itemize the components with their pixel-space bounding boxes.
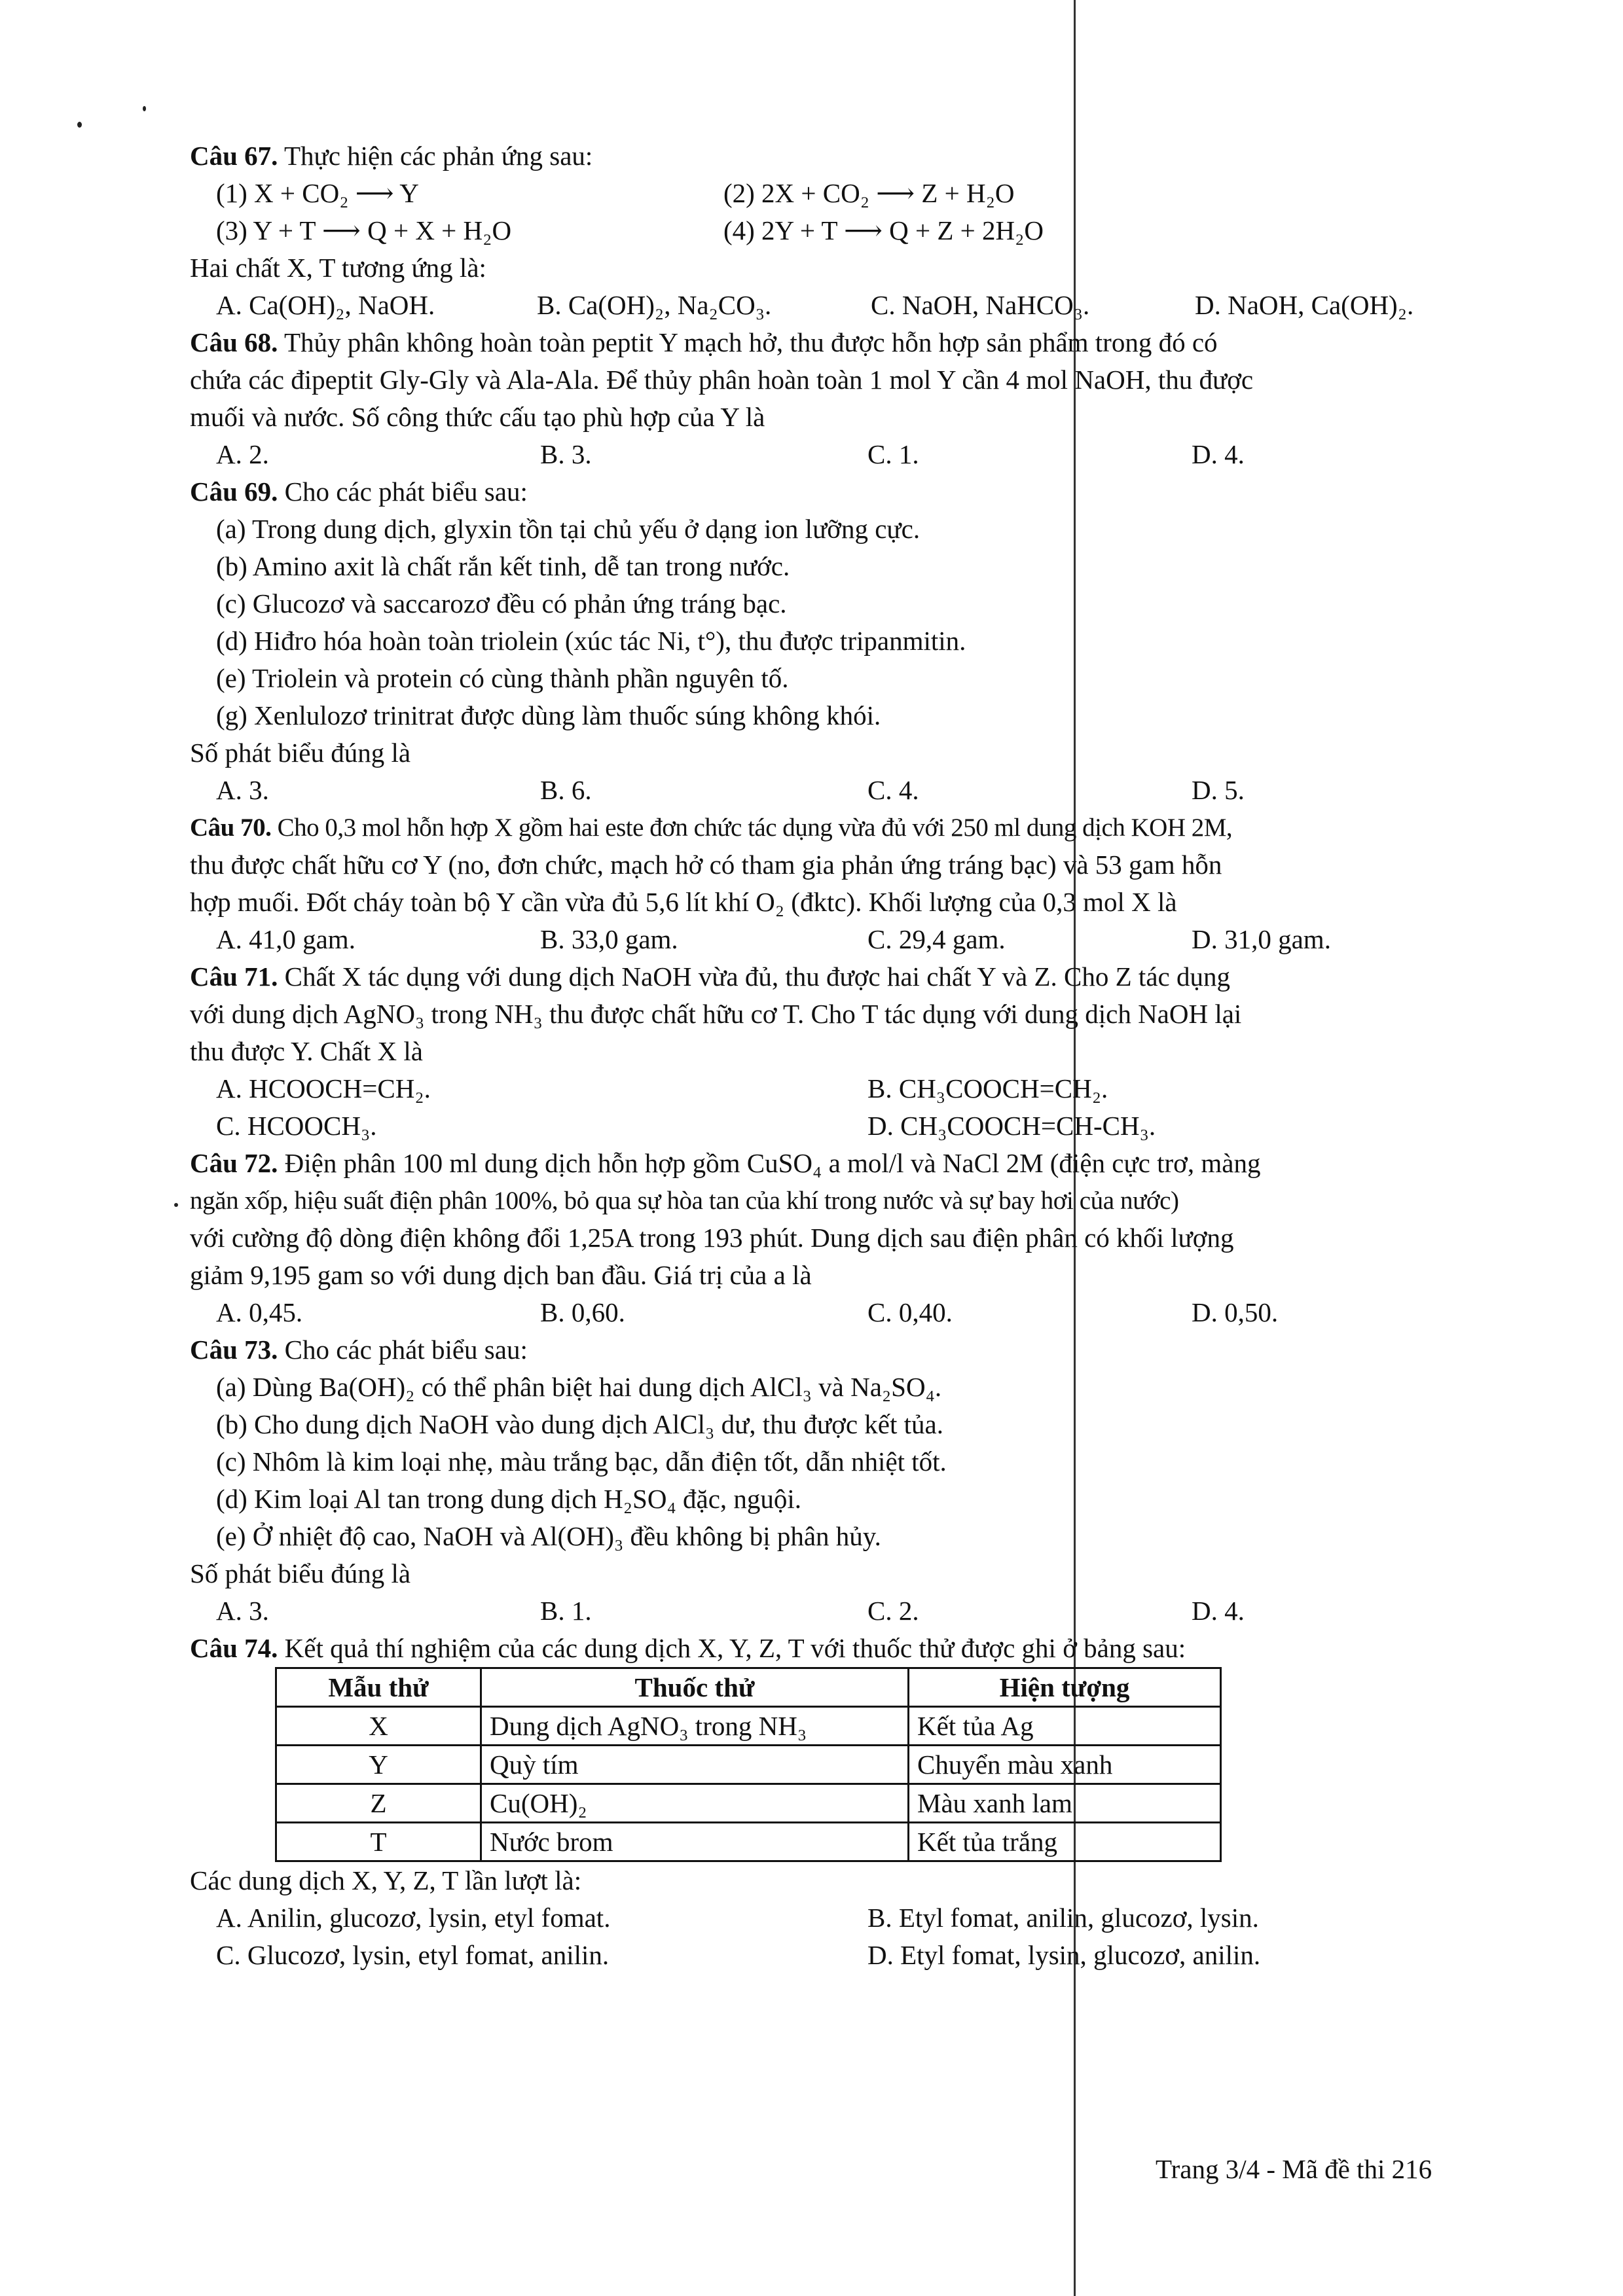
question-text: muối và nước. Số công thức cấu tạo phù hợp của Y là xyxy=(190,402,765,432)
answer-options xyxy=(190,772,1493,809)
question-text: với cường độ dòng điện không đổi 1,25A trong 193 phút. Dung dịch sau điện phân có khối lượng xyxy=(190,1223,1234,1253)
statement-c: (c) Nhôm là kim loại nhẹ, màu trắng bạc, dẫn điện tốt, dẫn nhiệt tốt. xyxy=(216,1446,947,1477)
statement-e: (e) Ở nhiệt độ cao, NaOH và Al(OH)₃ đều không bị phân hủy. xyxy=(216,1521,881,1551)
question-74: Câu 74. Kết quả thí nghiệm của các dung dịch X, Y, Z, T với thuốc thử được ghi ở bảng sau: xyxy=(190,1633,1186,1663)
cell-phenomenon: Chuyển màu xanh xyxy=(909,1746,1221,1784)
answer-options xyxy=(190,287,1493,324)
answer-options xyxy=(190,921,1493,958)
statement-c: (c) Glucozơ và saccarozơ đều có phản ứng tráng bạc. xyxy=(216,588,787,619)
option-d[interactable]: D. 5. xyxy=(1192,775,1245,805)
question-72: Câu 72. Điện phân 100 ml dung dịch hỗn hợp gồm CuSO₄ a mol/l và NaCl 2M (điện cực trơ, màng xyxy=(190,1148,1261,1178)
question-68: Câu 68. Thủy phân không hoàn toàn peptit Y mạch hở, thu được hỗn hợp sản phẩm trong đó có xyxy=(190,327,1218,357)
option-d[interactable]: D. 31,0 gam. xyxy=(1192,924,1331,954)
reaction-2: (2) 2X + CO₂ ⟶ Z + H₂O xyxy=(723,178,1015,208)
question-prompt: Hai chất X, T tương ứng là: xyxy=(190,253,486,283)
option-d[interactable]: D. 4. xyxy=(1192,439,1245,469)
header-phenomenon: Hiện tượng xyxy=(909,1668,1221,1707)
cell-sample: Y xyxy=(276,1746,481,1784)
question-text: thu được chất hữu cơ Y (no, đơn chức, mạch hở có tham gia phản ứng tráng bạc) và 53 gam hỗn xyxy=(190,850,1222,880)
option-a[interactable]: A. 2. xyxy=(216,439,269,469)
question-prompt: Số phát biểu đúng là xyxy=(190,1558,411,1588)
statement-d: (d) Hiđro hóa hoàn toàn triolein (xúc tác Ni, t°), thu được tripanmitin. xyxy=(216,626,966,656)
question-69: Câu 69. Cho các phát biểu sau: xyxy=(190,476,528,507)
option-b[interactable]: B. Etyl fomat, anilin, glucozơ, lysin. xyxy=(867,1903,1259,1933)
reaction-3: (3) Y + T ⟶ Q + X + H₂O xyxy=(216,215,512,245)
table-row xyxy=(276,1784,1221,1823)
question-prompt: Số phát biểu đúng là xyxy=(190,738,411,768)
header-sample: Mẫu thử xyxy=(276,1668,481,1707)
scan-speck xyxy=(143,106,146,111)
option-a[interactable]: A. Ca(OH)₂, NaOH. xyxy=(216,290,435,320)
cell-phenomenon: Kết tủa Ag xyxy=(909,1707,1221,1746)
option-b[interactable]: B. 0,60. xyxy=(540,1297,625,1327)
question-text: với dung dịch AgNO₃ trong NH₃ thu được chất hữu cơ T. Cho T tác dụng với dung dịch NaOH lại xyxy=(190,999,1242,1029)
scan-speck xyxy=(174,1203,178,1207)
question-text: giảm 9,195 gam so với dung dịch ban đầu. Giá trị của a là xyxy=(190,1260,812,1290)
header-reagent: Thuốc thử xyxy=(481,1668,909,1707)
reaction-4: (4) 2Y + T ⟶ Q + Z + 2H₂O xyxy=(723,215,1044,245)
statement-b: (b) Cho dung dịch NaOH vào dung dịch AlCl₃ dư, thu được kết tủa. xyxy=(216,1409,943,1439)
cell-reagent: Dung dịch AgNO₃ trong NH₃ xyxy=(481,1707,909,1746)
exam-page xyxy=(190,137,1493,1974)
option-b[interactable]: B. 6. xyxy=(540,775,592,805)
table-row xyxy=(276,1707,1221,1746)
question-71: Câu 71. Chất X tác dụng với dung dịch NaOH vừa đủ, thu được hai chất Y và Z. Cho Z tác dụng xyxy=(190,961,1230,992)
cell-sample: Z xyxy=(276,1784,481,1823)
option-a[interactable]: A. 3. xyxy=(216,1596,269,1626)
question-text: thu được Y. Chất X là xyxy=(190,1036,423,1066)
answer-options xyxy=(190,1592,1493,1630)
reaction-row xyxy=(190,175,1493,212)
option-d[interactable]: D. CH₃COOCH=CH-CH₃. xyxy=(867,1111,1156,1141)
reaction-1: (1) X + CO₂ ⟶ Y xyxy=(216,178,419,208)
option-c[interactable]: C. 0,40. xyxy=(867,1297,953,1327)
option-a[interactable]: A. 3. xyxy=(216,775,269,805)
answer-options xyxy=(190,1107,1493,1145)
option-c[interactable]: C. NaOH, NaHCO₃. xyxy=(871,290,1090,320)
option-d[interactable]: D. 0,50. xyxy=(1192,1297,1279,1327)
cell-reagent: Quỳ tím xyxy=(481,1746,909,1784)
cell-sample: X xyxy=(276,1707,481,1746)
option-c[interactable]: C. 2. xyxy=(867,1596,919,1626)
option-b[interactable]: B. 3. xyxy=(540,439,592,469)
option-c[interactable]: C. Glucozơ, lysin, etyl fomat, anilin. xyxy=(216,1940,610,1970)
option-c[interactable]: C. 1. xyxy=(867,439,919,469)
question-text: chứa các đipeptit Gly-Gly và Ala-Ala. Để thủy phân hoàn toàn 1 mol Y cần 4 mol NaOH, thu được xyxy=(190,365,1254,395)
answer-options xyxy=(190,436,1493,473)
option-a[interactable]: A. 0,45. xyxy=(216,1297,303,1327)
option-c[interactable]: C. 4. xyxy=(867,775,919,805)
statement-g: (g) Xenlulozơ trinitrat được dùng làm thuốc súng không khói. xyxy=(216,700,881,730)
option-d[interactable]: D. 4. xyxy=(1192,1596,1245,1626)
option-a[interactable]: A. 41,0 gam. xyxy=(216,924,356,954)
page-footer: Trang 3/4 - Mã đề thi 216 xyxy=(1156,2154,1432,2184)
scan-speck xyxy=(77,122,82,128)
option-c[interactable]: C. 29,4 gam. xyxy=(867,924,1006,954)
cell-sample: T xyxy=(276,1823,481,1861)
question-text: hợp muối. Đốt cháy toàn bộ Y cần vừa đủ 5,6 lít khí O₂ (đktc). Khối lượng của 0,3 mol X là xyxy=(190,887,1177,917)
option-a[interactable]: A. HCOOCH=CH₂. xyxy=(216,1073,431,1103)
table-row xyxy=(276,1823,1221,1861)
answer-options xyxy=(190,1070,1493,1107)
reaction-row xyxy=(190,212,1493,249)
option-a[interactable]: A. Anilin, glucozơ, lysin, etyl fomat. xyxy=(216,1903,611,1933)
option-d[interactable]: D. NaOH, Ca(OH)₂. xyxy=(1195,290,1414,320)
answer-options xyxy=(190,1899,1493,1937)
results-table xyxy=(275,1667,1222,1862)
statement-a: (a) Dùng Ba(OH)₂ có thể phân biệt hai dung dịch AlCl₃ và Na₂SO₄. xyxy=(216,1372,942,1402)
table-row xyxy=(276,1746,1221,1784)
statement-d: (d) Kim loại Al tan trong dung dịch H₂SO₄ đặc, nguội. xyxy=(216,1484,802,1514)
question-73: Câu 73. Cho các phát biểu sau: xyxy=(190,1335,528,1365)
option-b[interactable]: B. Ca(OH)₂, Na₂CO₃. xyxy=(537,290,772,320)
cell-phenomenon: Kết tủa trắng xyxy=(909,1823,1221,1861)
question-text: ngăn xốp, hiệu suất điện phân 100%, bỏ qua sự hòa tan của khí trong nước và sự bay hơi của nước) xyxy=(190,1187,1179,1215)
option-d[interactable]: D. Etyl fomat, lysin, glucozơ, anilin. xyxy=(867,1940,1261,1970)
statement-b: (b) Amino axit là chất rắn kết tinh, dễ tan trong nước. xyxy=(216,551,790,581)
option-b[interactable]: B. 33,0 gam. xyxy=(540,924,678,954)
option-b[interactable]: B. 1. xyxy=(540,1596,592,1626)
cell-reagent: Nước brom xyxy=(481,1823,909,1861)
option-b[interactable]: B. CH₃COOCH=CH₂. xyxy=(867,1073,1108,1103)
statement-e: (e) Triolein và protein có cùng thành phần nguyên tố. xyxy=(216,663,789,693)
statement-a: (a) Trong dung dịch, glyxin tồn tại chủ yếu ở dạng ion lưỡng cực. xyxy=(216,514,921,544)
cell-reagent: Cu(OH)₂ xyxy=(481,1784,909,1823)
answer-options xyxy=(190,1937,1493,1974)
cell-phenomenon: Màu xanh lam xyxy=(909,1784,1221,1823)
question-67: Câu 67. Thực hiện các phản ứng sau: xyxy=(190,141,593,171)
table-header-row xyxy=(276,1668,1221,1707)
answer-options xyxy=(190,1294,1493,1331)
option-c[interactable]: C. HCOOCH₃. xyxy=(216,1111,377,1141)
question-70: Câu 70. Cho 0,3 mol hỗn hợp X gồm hai este đơn chức tác dụng vừa đủ với 250 ml dung dịch KOH 2M, xyxy=(190,814,1233,842)
question-prompt: Các dung dịch X, Y, Z, T lần lượt là: xyxy=(190,1865,582,1895)
